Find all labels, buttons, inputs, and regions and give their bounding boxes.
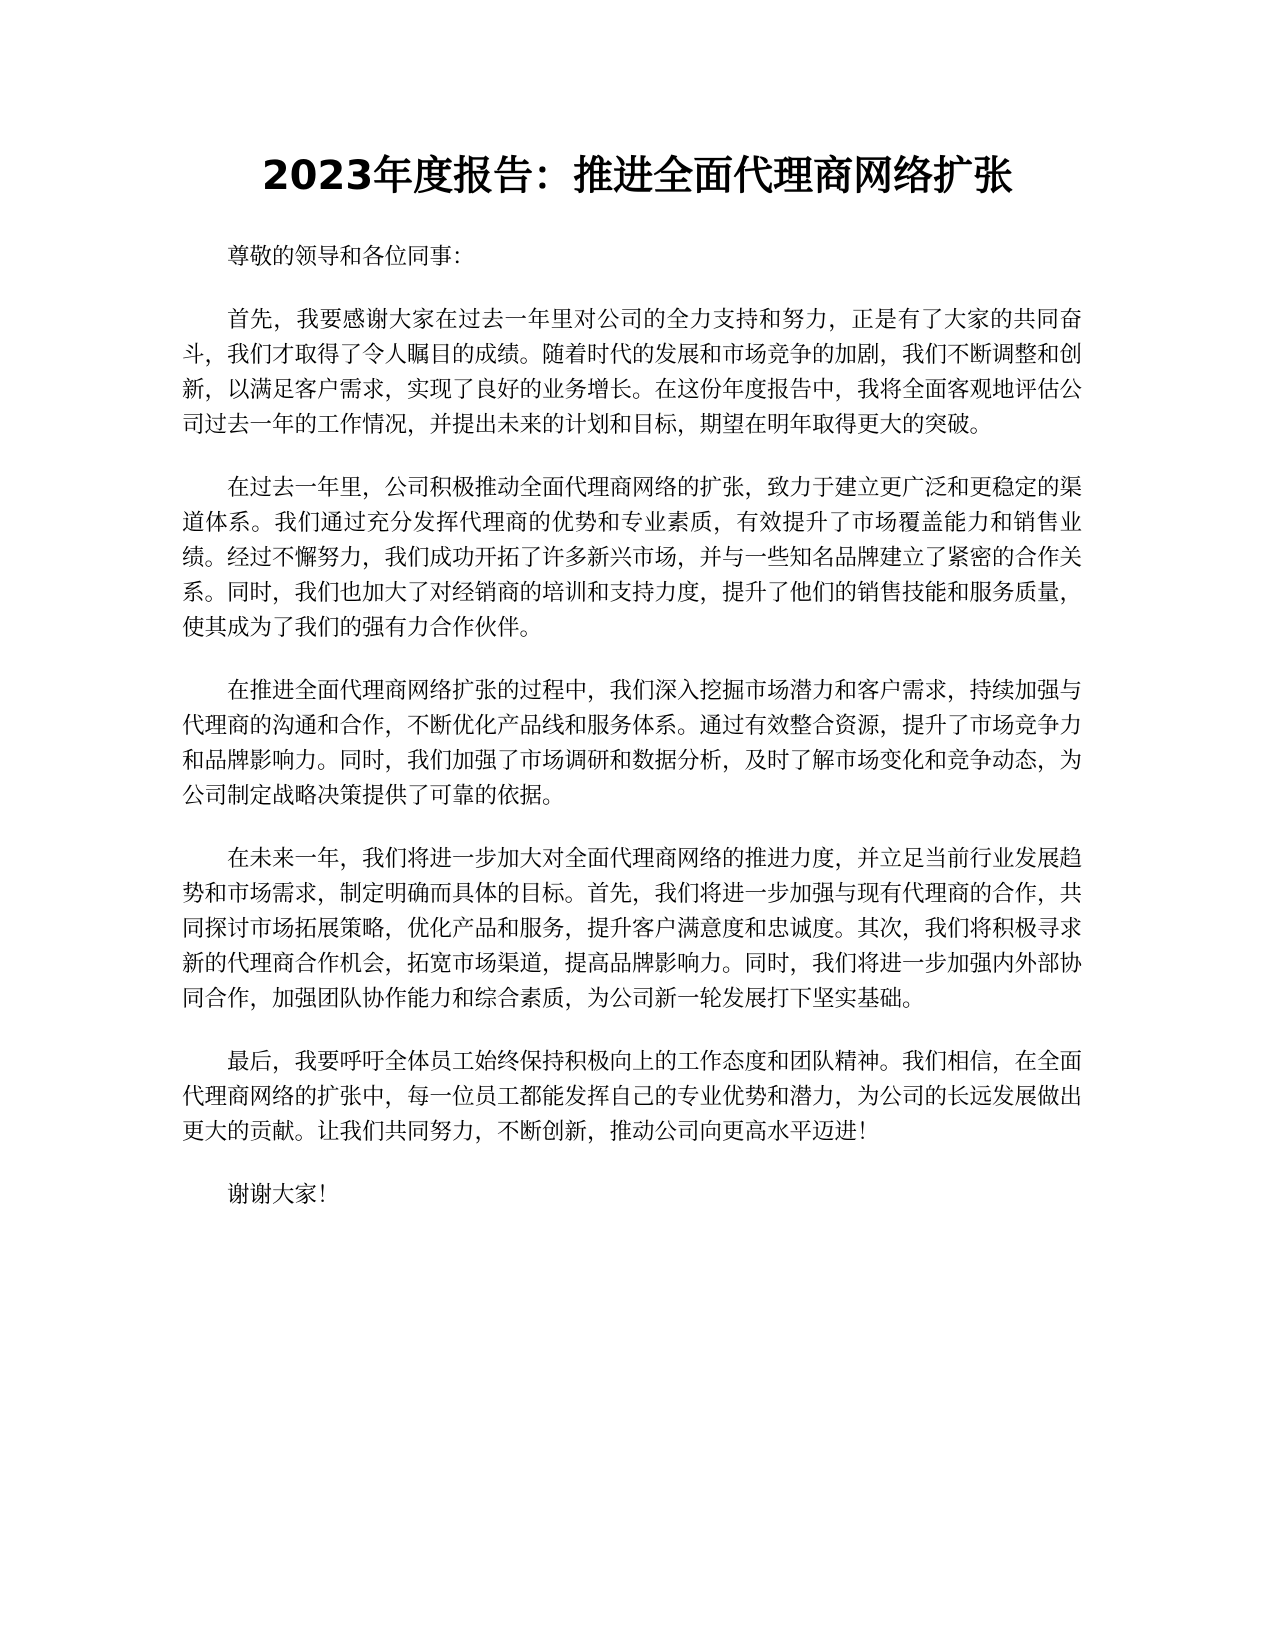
paragraph-future-plan: 在未来一年，我们将进一步加大对全面代理商网络的推进力度，并立足当前行业发展趋势和市场需求，制定明确而具体的目标。首先，我们将进一步加强与现有代理商的合作，共同探讨市场拓展策略，优化产品和服务，提升客户满意度和忠诚度。其次，我们将积极寻求新的代理商合作机会，拓宽市场渠道，提高品牌影响力。同时，我们将进一步加强内外部协同合作，加强团队协作能力和综合素质，为公司新一轮发展打下坚实基础。: [182, 846, 1083, 1012]
paragraph-intro: 首先，我要感谢大家在过去一年里对公司的全力支持和努力，正是有了大家的共同奋斗，我们才取得了令人瞩目的成绩。随着时代的发展和市场竞争的加剧，我们不断调整和创新，以满足客户需求，实现了良好的业务增长。在这份年度报告中，我将全面客观地评估公司过去一年的工作情况，并提出未来的计划和目标，期望在明年取得更大的突破。: [182, 307, 1083, 438]
paragraph-past-year: 在过去一年里，公司积极推动全面代理商网络的扩张，致力于建立更广泛和更稳定的渠道体系。我们通过充分发挥代理商的优势和专业素质，有效提升了市场覆盖能力和销售业绩。经过不懈努力，我们成功开拓了许多新兴市场，并与一些知名品牌建立了紧密的合作关系。同时，我们也加大了对经销商的培训和支持力度，提升了他们的销售技能和服务质量，使其成为了我们的强有力合作伙伴。: [182, 475, 1083, 641]
paragraph-expansion-process: 在推进全面代理商网络扩张的过程中，我们深入挖掘市场潜力和客户需求，持续加强与代理商的沟通和合作，不断优化产品线和服务体系。通过有效整合资源，提升了市场竞争力和品牌影响力。同时，我们加强了市场调研和数据分析，及时了解市场变化和竞争动态，为公司制定战略决策提供了可靠的依据。: [182, 678, 1083, 809]
thanks: 谢谢大家！: [227, 1182, 340, 1208]
document-title: 2023年度报告：推进全面代理商网络扩张: [261, 153, 1014, 199]
document-body: [182, 240, 1082, 1241]
paragraph-closing: 最后，我要呼吁全体员工始终保持积极向上的工作态度和团队精神。我们相信，在全面代理商网络的扩张中，每一位员工都能发挥自己的专业优势和潜力，为公司的长远发展做出更大的贡献。让我们共同努力，不断创新，推动公司向更高水平迈进！: [182, 1049, 1083, 1145]
salutation: 尊敬的领导和各位同事：: [227, 244, 475, 270]
